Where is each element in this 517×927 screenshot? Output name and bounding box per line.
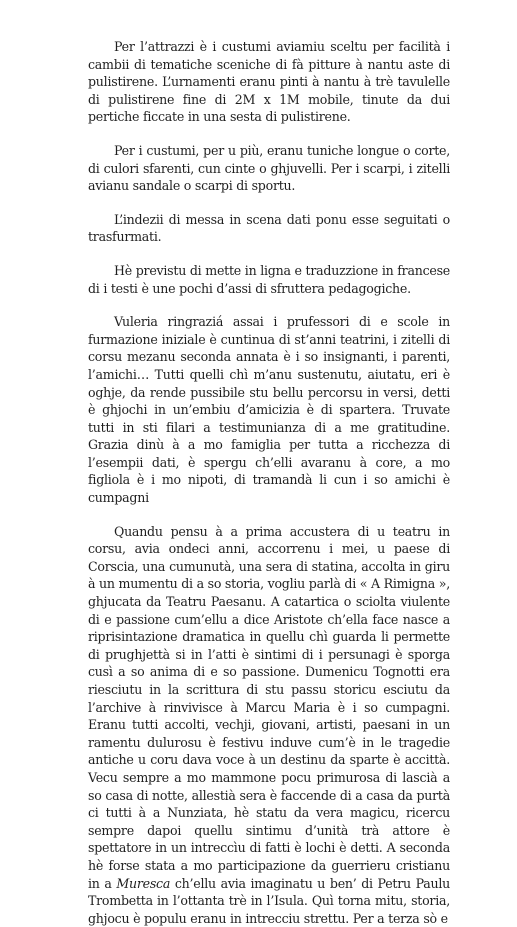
title-muresca: Muresca [116,875,171,891]
paragraph-costumes: Per i custumi, per u più, eranu tuniche longue o corte, di culori sfarenti, cun cinte o ghjuvelli. Per i scarpi, i zitelli avianu sandale o scarpi di sportu. [88,142,450,194]
paragraph-memories: Quandu pensu à a prima accustera di u teatru in corsu, avia ondeci anni, accorrenu i mei, u paese di Corscia, una cumunutà, una sera di statina, accolta in giru à un mumentu di a so storia, vogliu parlà di « A Rimigna », ghjucata da Teatru Paesanu. A catartica o sciolta viulente di e passione cum’ellu a dice Aristote ch’ella face nasce a riprisintazione dramatica in quellu chì guarda li permette di prughjettà si in l’atti è sintimi di i persunagi è sporga cusì a so anima di e so passione. Dumenicu Tognotti era riesciutu in la scrittura di stu passu storicu esciutu da l’archive à rinvivisce à Marcu Maria è i so cumpagni. Eranu tutti accolti, vechji, giovani, artisti, paesani in un ramentu dulurosu è festivu induve cum’è in le tragedie antiche u coru dava voce à un destinu da sparte è accittà. Vecu sempre a mo mammone pocu primurosa di lascià a so casa di notte, allestià sera è faccende di a casa da purtà ci tutti à a Nunziata, hè statu da vera magicu, ricercu sempre dapoi quellu sintimu d’unità trà attore è spettatore in un intreccìu di fatti è lochi è detti. A seconda hè forse stata a mo participazione da guerrieru cristianu in a Muresca ch’ellu avia imaginatu u ben’ di Petru Paulu Trombetta in l’ottanta trè in l’Isula. Quì torna mitu, storia, ghjocu è populu eranu in intrecciu strettu. Per a terza sò e [88,523,450,926]
paragraph-translation: Hè previstu di mette in ligna e traduzzione in francese di i testi è une pochi d’assi di sfruttera pedagogiche. [88,262,450,296]
paragraph-staging: L’indezii di messa in scena dati ponu esse seguitati o trasfurmati. [88,211,450,245]
document-body [88,38,450,927]
paragraph-props-costumes: Per l’attrazzi è i custumi aviamiu sceltu per facilità i cambii di tematiche sceniche di fà pitture à nantu aste di pulistirene. L’urnamenti eranu pinti à nantu à trè tavulelle di pulistirene fine di 2M x 1M mobile, tinute da dui pertiche ficcate in una sesta di pulistirene. [88,39,450,125]
paragraph-thanks: Vuleria ringraziá assai i prufessori di e scole in furmazione iniziale è cuntinua di st’anni teatrini, i zitelli di corsu mezanu seconda annata è i so insignanti, i parenti, l’amichi… Tutti quelli chì m’anu sustenutu, aiutatu, eri è oghje, da rende pussibile stu bellu percorsu in versi, detti è ghjochi in un’embiu d’amicizia è di spartera. Truvate tutti in sti filari a testimunianza di a me gratitudine. Grazia dinù à a mo famiglia per tutta a ricchezza di l’esempii dati, è spergu ch’elli avaranu à core, a mo figliola è i mo nipoti, di tramandà li cun i so amichi è cumpagni [88,314,450,506]
